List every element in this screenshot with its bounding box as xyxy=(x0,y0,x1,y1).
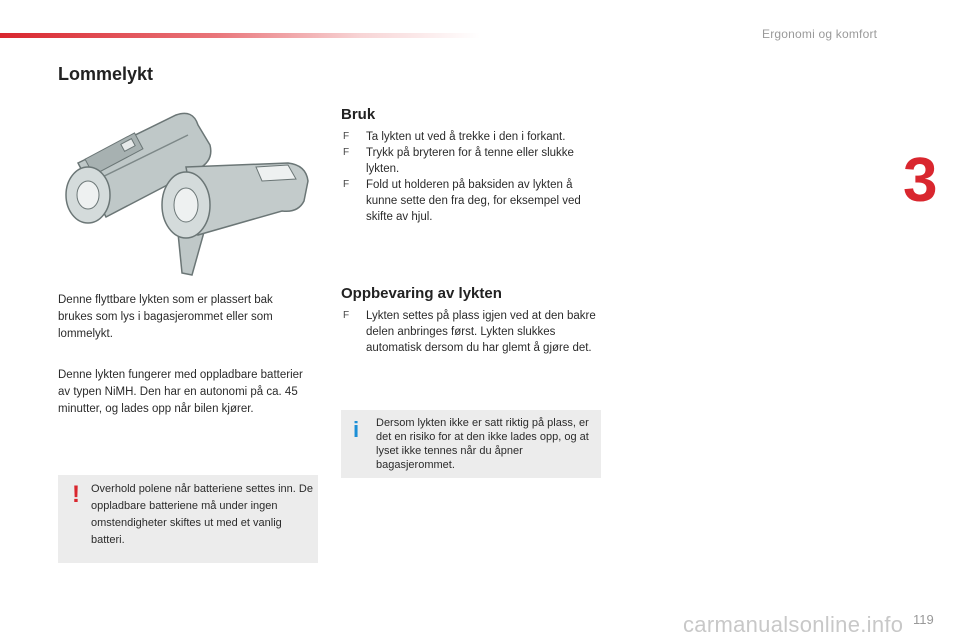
warning-box xyxy=(58,475,318,563)
list-item xyxy=(341,145,601,177)
bullet-marker-icon: F xyxy=(343,147,350,158)
flashlight-illustration xyxy=(58,105,320,280)
bullet-marker-icon: F xyxy=(343,131,350,142)
info-text: Dersom lykten ikke er satt riktig på plass, er det en risiko for at den ikke lades opp, og at lyset ikke tennes når du åpner bagasjerommet. xyxy=(376,417,589,471)
page-number: 119 xyxy=(913,612,934,627)
heading-oppbevaring: Oppbevaring av lykten xyxy=(341,285,502,302)
list-item-text: Ta lykten ut ved å trekke i den i forkant. xyxy=(366,131,566,143)
list-item-text: Lykten settes på plass igjen ved at den bakre delen anbringes først. Lykten slukkes automatisk dersom du har glemt å gjøre det. xyxy=(366,310,596,354)
chapter-number: 3 xyxy=(903,146,938,215)
list-item xyxy=(341,129,601,145)
flashlight-standing xyxy=(162,163,308,275)
list-item-text: Trykk på bryteren for å tenne eller slukke lykten. xyxy=(366,147,574,175)
bruk-list xyxy=(341,129,601,225)
list-item-text: Fold ut holderen på baksiden av lykten å kunne sette den fra deg, for eksempel ved skifte av hjul. xyxy=(366,179,581,223)
info-box xyxy=(341,410,601,478)
watermark: carmanualsonline.info xyxy=(683,612,904,637)
warning-icon: ! xyxy=(72,481,80,508)
intro-paragraph: Denne flyttbare lykten som er plassert bak brukes som lys i bagasjerommet eller som lommelykt. xyxy=(58,294,273,340)
battery-paragraph: Denne lykten fungerer med oppladbare batterier av typen NiMH. Den har en autonomi på ca. 45 minutter, og lades opp når bilen kjører. xyxy=(58,369,303,415)
oppbevaring-list xyxy=(341,308,601,356)
top-accent-bar xyxy=(0,33,480,38)
list-item xyxy=(341,308,601,356)
warning-text: Overhold polene når batteriene settes inn. De oppladbare batteriene må under ingen omstendigheter skiftes ut med et vanlig batteri. xyxy=(91,483,313,546)
section-header: Ergonomi og komfort xyxy=(762,27,878,41)
bullet-marker-icon: F xyxy=(343,179,350,190)
bullet-marker-icon: F xyxy=(343,310,350,321)
page-title: Lommelykt xyxy=(58,64,154,84)
heading-bruk: Bruk xyxy=(341,106,376,123)
info-icon: i xyxy=(353,417,360,442)
list-item xyxy=(341,177,601,225)
